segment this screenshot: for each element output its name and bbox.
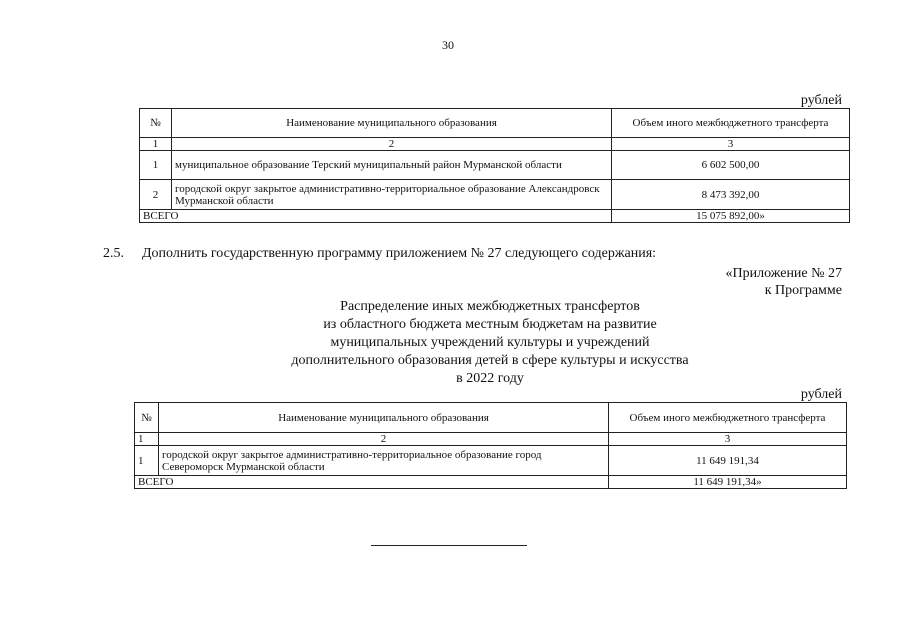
transfer-amount: 6 602 500,00 (612, 151, 850, 180)
column-number-row (140, 138, 850, 151)
municipality-name: городской округ закрытое административно-территориальное образование город Североморск Мурманской области (159, 446, 609, 476)
municipality-name: муниципальное образование Терский муниципальный район Мурманской области (172, 151, 612, 180)
table2-units: рублей (800, 387, 842, 402)
header-amount: Объем иного межбюджетного трансферта (609, 403, 847, 433)
row-number: 1 (135, 446, 159, 476)
title-line: из областного бюджета местным бюджетам на развитие (323, 317, 657, 332)
total-amount: 15 075 892,00» (612, 210, 850, 223)
title-line: в 2022 году (456, 371, 524, 386)
header-municipality: Наименование муниципального образования (172, 109, 612, 138)
transfer-amount: 8 473 392,00 (612, 180, 850, 210)
table-row (140, 180, 850, 210)
header-number: № (140, 109, 172, 138)
header-number: № (135, 403, 159, 433)
row-number: 2 (140, 180, 172, 210)
table-row (140, 151, 850, 180)
page-number: 30 (442, 38, 454, 52)
transfer-table-1 (139, 108, 850, 223)
column-number: 2 (159, 433, 609, 446)
paragraph-number: 2.5. (103, 246, 124, 261)
column-number: 1 (135, 433, 159, 446)
document-title (260, 298, 720, 388)
title-line: дополнительного образования детей в сфере культуры и искусства (291, 353, 689, 368)
header-amount: Объем иного межбюджетного трансферта (612, 109, 850, 138)
column-number: 1 (140, 138, 172, 151)
table-header-row (140, 109, 850, 138)
total-label: ВСЕГО (135, 476, 609, 489)
row-number: 1 (140, 151, 172, 180)
total-label: ВСЕГО (140, 210, 612, 223)
municipality-name: городской округ закрытое административно-территориальное образование Александровск Мурманской области (172, 180, 612, 210)
title-line: Распределение иных межбюджетных трансфертов (340, 299, 640, 314)
column-number: 3 (609, 433, 847, 446)
header-municipality: Наименование муниципального образования (159, 403, 609, 433)
table-header-row (135, 403, 847, 433)
table-row (135, 446, 847, 476)
column-number-row (135, 433, 847, 446)
total-row (135, 476, 847, 489)
total-amount: 11 649 191,34» (609, 476, 847, 489)
paragraph-text: Дополнить государственную программу приложением № 27 следующего содержания: (142, 246, 657, 261)
separator-line (371, 545, 527, 546)
appendix-subtitle: к Программе (764, 283, 842, 298)
total-row (140, 210, 850, 223)
column-number: 3 (612, 138, 850, 151)
appendix-title: «Приложение № 27 (725, 266, 842, 281)
transfer-table-2 (134, 402, 847, 489)
table1-units: рублей (800, 93, 842, 108)
transfer-amount: 11 649 191,34 (609, 446, 847, 476)
column-number: 2 (172, 138, 612, 151)
title-line: муниципальных учреждений культуры и учреждений (330, 335, 650, 350)
